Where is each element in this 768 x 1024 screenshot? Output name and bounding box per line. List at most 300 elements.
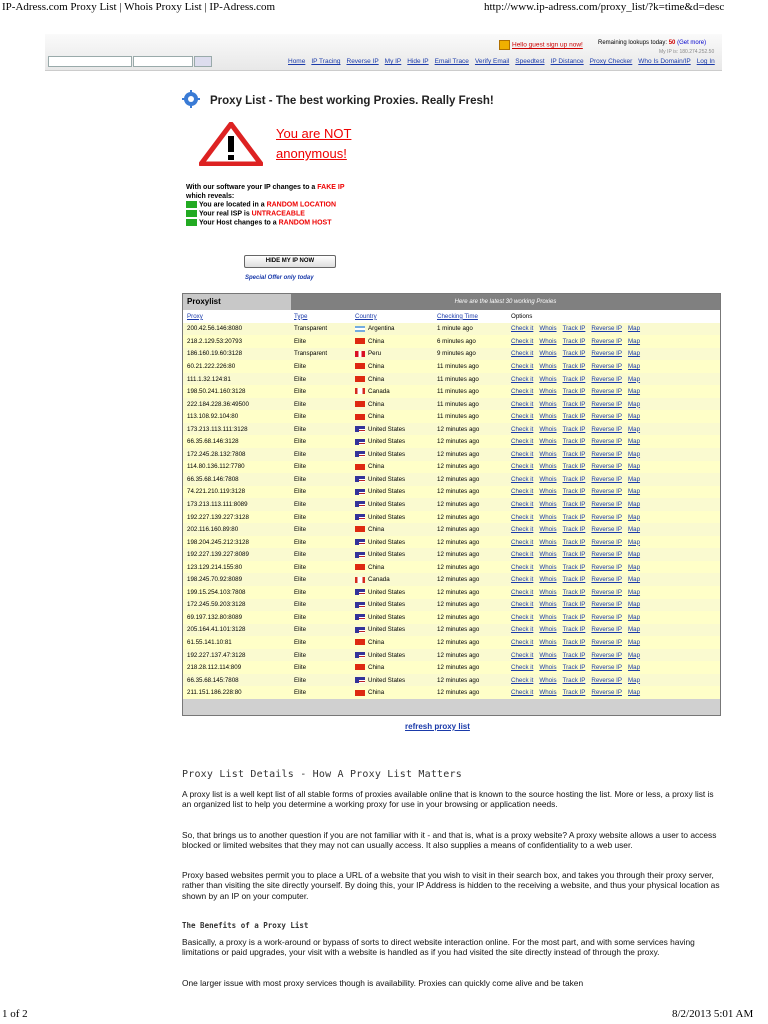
option-link[interactable]: Map: [627, 375, 641, 383]
proxy-type: Elite: [290, 423, 351, 436]
option-link[interactable]: Whois: [539, 563, 557, 571]
nav-link[interactable]: Log In: [696, 58, 715, 65]
option-link[interactable]: Check it: [511, 576, 534, 584]
proxy-type: Elite: [290, 511, 351, 524]
option-link[interactable]: Whois: [539, 425, 557, 433]
option-link[interactable]: Track IP: [562, 337, 586, 345]
option-link[interactable]: Reverse IP: [591, 526, 622, 534]
proxy-address: 192.227.139.227:3128: [183, 511, 290, 524]
option-link[interactable]: Whois: [539, 576, 557, 584]
option-link[interactable]: Track IP: [562, 500, 586, 508]
option-link[interactable]: Track IP: [562, 588, 586, 596]
proxy-address: 186.160.19.60:3128: [183, 348, 290, 361]
special-offer-text: Special Offer only today: [245, 275, 314, 281]
proxy-country: China: [351, 636, 433, 649]
option-link[interactable]: Map: [627, 463, 641, 471]
option-link[interactable]: Check it: [511, 676, 534, 684]
option-link[interactable]: Track IP: [562, 551, 586, 559]
proxy-type: Elite: [290, 586, 351, 599]
hide-my-ip-button[interactable]: HIDE MY IP NOW: [244, 255, 336, 268]
option-link[interactable]: Check it: [511, 450, 534, 458]
option-link[interactable]: Check it: [511, 513, 534, 521]
option-link[interactable]: Reverse IP: [591, 513, 622, 521]
option-link[interactable]: Map: [627, 664, 641, 672]
page-number: 1 of 2: [2, 1008, 28, 1020]
option-link[interactable]: Check it: [511, 551, 534, 559]
table-row: [183, 373, 720, 386]
checking-time: 12 minutes ago: [433, 599, 507, 612]
proxy-type: Elite: [290, 473, 351, 486]
option-link[interactable]: Check it: [511, 613, 534, 621]
country-flag-icon: [355, 577, 365, 583]
option-link[interactable]: Check it: [511, 638, 534, 646]
option-link[interactable]: Reverse IP: [591, 576, 622, 584]
option-link[interactable]: Track IP: [562, 526, 586, 534]
checking-time: 11 minutes ago: [433, 410, 507, 423]
proxy-type: Elite: [290, 624, 351, 637]
table-row: [183, 561, 720, 574]
option-link[interactable]: Check it: [511, 362, 534, 370]
option-link[interactable]: Whois: [539, 450, 557, 458]
option-link[interactable]: Track IP: [562, 576, 586, 584]
option-link[interactable]: Whois: [539, 362, 557, 370]
country-flag-icon: [355, 476, 365, 482]
option-link[interactable]: Track IP: [562, 538, 586, 546]
option-link[interactable]: Whois: [539, 601, 557, 609]
table-row: [183, 323, 720, 336]
sort-type[interactable]: Type: [290, 310, 351, 323]
lookups-info: Remaining lookups today: 50 (Get more): [598, 40, 707, 46]
checking-time: 12 minutes ago: [433, 511, 507, 524]
proxy-list-panel: [182, 293, 721, 716]
proxy-options: [507, 486, 720, 499]
option-link[interactable]: Map: [627, 438, 641, 446]
proxy-address: 211.151.186.228:80: [183, 686, 290, 699]
proxy-options: [507, 398, 720, 411]
option-link[interactable]: Track IP: [562, 676, 586, 684]
warning-icon: [199, 122, 263, 166]
search-input[interactable]: [48, 56, 132, 67]
table-row: [183, 385, 720, 398]
option-link[interactable]: Whois: [539, 438, 557, 446]
option-link[interactable]: Check it: [511, 601, 534, 609]
proxy-country: China: [351, 335, 433, 348]
country-flag-icon: [355, 464, 365, 470]
checking-time: 12 minutes ago: [433, 611, 507, 624]
article-paragraph-2: So, that brings us to another question if you are not familiar with it - and that is, what is a proxy website? A proxy website allows a user to access blocked or limited websites that they may not can usually access. It also supplies a means of confidentiality to a web user.: [182, 830, 717, 851]
proxy-address: 202.116.160.89:80: [183, 523, 290, 536]
option-link[interactable]: Map: [627, 538, 641, 546]
proxy-address: 218.28.112.114:809: [183, 661, 290, 674]
option-link[interactable]: Reverse IP: [591, 388, 622, 396]
table-row: [183, 348, 720, 361]
option-link[interactable]: Track IP: [562, 450, 586, 458]
proxy-options: [507, 661, 720, 674]
option-link[interactable]: Check it: [511, 463, 534, 471]
sort-checking-time[interactable]: Checking Time: [433, 310, 507, 323]
proxy-address: 199.15.254.103:7808: [183, 586, 290, 599]
checking-time: 12 minutes ago: [433, 561, 507, 574]
option-link[interactable]: Reverse IP: [591, 664, 622, 672]
option-link[interactable]: Check it: [511, 400, 534, 408]
option-link[interactable]: Reverse IP: [591, 601, 622, 609]
option-link[interactable]: Whois: [539, 613, 557, 621]
option-link[interactable]: Map: [627, 551, 641, 559]
option-link[interactable]: Track IP: [562, 638, 586, 646]
proxy-address: 198.245.70.92:8089: [183, 573, 290, 586]
proxy-options: [507, 373, 720, 386]
option-link[interactable]: Reverse IP: [591, 488, 622, 496]
option-link[interactable]: Map: [627, 337, 641, 345]
option-link[interactable]: Reverse IP: [591, 551, 622, 559]
option-link[interactable]: Whois: [539, 664, 557, 672]
proxy-address: 123.129.214.155:80: [183, 561, 290, 574]
country-flag-icon: [355, 388, 365, 394]
nav-link[interactable]: My IP: [384, 58, 402, 65]
nav-link[interactable]: Proxy Checker: [589, 58, 633, 65]
proxy-options: [507, 511, 720, 524]
gear-icon: [181, 90, 201, 108]
option-link[interactable]: Reverse IP: [591, 375, 622, 383]
option-link[interactable]: Track IP: [562, 475, 586, 483]
option-link[interactable]: Check it: [511, 413, 534, 421]
proxy-country: China: [351, 686, 433, 699]
option-link[interactable]: Whois: [539, 463, 557, 471]
table-row: [183, 586, 720, 599]
option-link[interactable]: Map: [627, 651, 641, 659]
proxy-country: United States: [351, 423, 433, 436]
option-link[interactable]: Check it: [511, 538, 534, 546]
proxy-address: 205.164.41.101:3128: [183, 624, 290, 637]
checking-time: 12 minutes ago: [433, 674, 507, 687]
proxy-address: 61.55.141.10:81: [183, 636, 290, 649]
option-link[interactable]: Reverse IP: [591, 638, 622, 646]
proxy-address: 172.245.28.132:7808: [183, 448, 290, 461]
proxy-options: [507, 674, 720, 687]
country-flag-icon: [355, 338, 365, 344]
proxy-address: 200.42.56.146:8080: [183, 323, 290, 336]
option-link[interactable]: Check it: [511, 337, 534, 345]
option-link[interactable]: Check it: [511, 350, 534, 358]
option-link[interactable]: Check it: [511, 325, 534, 333]
option-link[interactable]: Whois: [539, 488, 557, 496]
proxy-type: Elite: [290, 398, 351, 411]
option-link[interactable]: Reverse IP: [591, 463, 622, 471]
search-type-select[interactable]: [133, 56, 193, 67]
country-flag-icon: [355, 363, 365, 369]
proxy-list-title: Proxylist: [183, 294, 291, 310]
proxy-type: Elite: [290, 599, 351, 612]
proxy-type: Elite: [290, 335, 351, 348]
proxy-options: [507, 498, 720, 511]
nav-link[interactable]: Hide IP: [407, 58, 429, 65]
proxy-type: Elite: [290, 611, 351, 624]
proxy-list-subtitle: Here are the latest 30 working Proxies: [291, 294, 720, 310]
option-link[interactable]: Whois: [539, 526, 557, 534]
site-topbar: [45, 34, 722, 71]
nav-link[interactable]: Email Trace: [434, 58, 469, 65]
table-row: [183, 649, 720, 662]
option-link[interactable]: Map: [627, 500, 641, 508]
option-link[interactable]: Whois: [539, 388, 557, 396]
option-link[interactable]: Map: [627, 576, 641, 584]
table-row: [183, 686, 720, 699]
proxy-type: Transparent: [290, 323, 351, 336]
table-row: [183, 423, 720, 436]
proxy-country: United States: [351, 435, 433, 448]
option-link[interactable]: Map: [627, 626, 641, 634]
signup-link[interactable]: Hello guest sign up now!: [499, 40, 583, 50]
option-link[interactable]: Track IP: [562, 488, 586, 496]
option-link[interactable]: Track IP: [562, 438, 586, 446]
proxy-country: Canada: [351, 573, 433, 586]
option-link[interactable]: Whois: [539, 350, 557, 358]
table-row: [183, 573, 720, 586]
option-link[interactable]: Whois: [539, 626, 557, 634]
option-link[interactable]: Whois: [539, 400, 557, 408]
proxy-type: Elite: [290, 636, 351, 649]
option-link[interactable]: Whois: [539, 689, 557, 697]
option-link[interactable]: Check it: [511, 475, 534, 483]
country-flag-icon: [355, 376, 365, 382]
proxy-type: Elite: [290, 385, 351, 398]
option-link[interactable]: Track IP: [562, 613, 586, 621]
table-row: [183, 536, 720, 549]
option-link[interactable]: Track IP: [562, 513, 586, 521]
option-link[interactable]: Whois: [539, 538, 557, 546]
table-row: [183, 335, 720, 348]
country-flag-icon: [355, 326, 365, 332]
option-link[interactable]: Whois: [539, 413, 557, 421]
option-link[interactable]: Reverse IP: [591, 325, 622, 333]
option-link[interactable]: Reverse IP: [591, 400, 622, 408]
option-link[interactable]: Whois: [539, 475, 557, 483]
option-link[interactable]: Map: [627, 362, 641, 370]
option-link[interactable]: Check it: [511, 689, 534, 697]
option-link[interactable]: Whois: [539, 638, 557, 646]
option-link[interactable]: Whois: [539, 513, 557, 521]
option-link[interactable]: Track IP: [562, 689, 586, 697]
option-link[interactable]: Check it: [511, 388, 534, 396]
option-link[interactable]: Check it: [511, 526, 534, 534]
option-link[interactable]: Whois: [539, 337, 557, 345]
country-flag-icon: [355, 639, 365, 645]
option-link[interactable]: Reverse IP: [591, 425, 622, 433]
option-link[interactable]: Map: [627, 613, 641, 621]
option-link[interactable]: Reverse IP: [591, 676, 622, 684]
proxy-options: [507, 523, 720, 536]
search-go-button[interactable]: [194, 56, 212, 67]
proxy-country: United States: [351, 498, 433, 511]
option-link[interactable]: Reverse IP: [591, 500, 622, 508]
option-link[interactable]: Whois: [539, 325, 557, 333]
option-link[interactable]: Reverse IP: [591, 337, 622, 345]
option-link[interactable]: Map: [627, 388, 641, 396]
option-link[interactable]: Reverse IP: [591, 362, 622, 370]
sort-proxy[interactable]: Proxy: [183, 310, 290, 323]
country-flag-icon: [355, 451, 365, 457]
option-link[interactable]: Reverse IP: [591, 651, 622, 659]
option-link[interactable]: Check it: [511, 425, 534, 433]
checking-time: 12 minutes ago: [433, 461, 507, 474]
nav-link[interactable]: Who Is Domain/IP: [638, 58, 691, 65]
table-row: [183, 398, 720, 411]
option-link[interactable]: Whois: [539, 500, 557, 508]
option-link[interactable]: Track IP: [562, 325, 586, 333]
proxy-type: Elite: [290, 649, 351, 662]
option-link[interactable]: Track IP: [562, 413, 586, 421]
checking-time: 1 minute ago: [433, 323, 507, 336]
option-link[interactable]: Map: [627, 601, 641, 609]
checking-time: 12 minutes ago: [433, 473, 507, 486]
proxy-options: [507, 410, 720, 423]
option-link[interactable]: Reverse IP: [591, 626, 622, 634]
page-title: Proxy List - The best working Proxies. Really Fresh!: [210, 95, 494, 107]
option-link[interactable]: Map: [627, 526, 641, 534]
nav-link[interactable]: IP Distance: [550, 58, 584, 65]
option-link[interactable]: Track IP: [562, 626, 586, 634]
option-link[interactable]: Track IP: [562, 400, 586, 408]
option-link[interactable]: Track IP: [562, 362, 586, 370]
nav-link[interactable]: Reverse IP: [346, 58, 379, 65]
proxy-country: United States: [351, 649, 433, 662]
option-link[interactable]: Map: [627, 413, 641, 421]
option-link[interactable]: Track IP: [562, 375, 586, 383]
country-flag-icon: [355, 439, 365, 445]
checking-time: 12 minutes ago: [433, 448, 507, 461]
option-link[interactable]: Reverse IP: [591, 538, 622, 546]
country-flag-icon: [355, 501, 365, 507]
proxy-options: [507, 335, 720, 348]
option-link[interactable]: Map: [627, 676, 641, 684]
option-link[interactable]: Map: [627, 488, 641, 496]
sort-country[interactable]: Country: [351, 310, 433, 323]
table-row: [183, 486, 720, 499]
option-link[interactable]: Whois: [539, 676, 557, 684]
country-flag-icon: [355, 526, 365, 532]
option-link[interactable]: Reverse IP: [591, 475, 622, 483]
option-link[interactable]: Map: [627, 588, 641, 596]
option-link[interactable]: Map: [627, 450, 641, 458]
proxy-country: United States: [351, 536, 433, 549]
proxy-address: 198.50.241.160:3128: [183, 385, 290, 398]
option-link[interactable]: Check it: [511, 626, 534, 634]
option-link[interactable]: Map: [627, 400, 641, 408]
option-link[interactable]: Whois: [539, 588, 557, 596]
proxy-country: United States: [351, 624, 433, 637]
option-link[interactable]: Map: [627, 425, 641, 433]
option-link[interactable]: Track IP: [562, 601, 586, 609]
option-link[interactable]: Check it: [511, 500, 534, 508]
option-link[interactable]: Track IP: [562, 388, 586, 396]
get-more-link[interactable]: (Get more): [677, 40, 707, 46]
proxy-type: Elite: [290, 573, 351, 586]
proxy-country: China: [351, 398, 433, 411]
option-link[interactable]: Reverse IP: [591, 413, 622, 421]
table-row: [183, 473, 720, 486]
proxy-country: United States: [351, 486, 433, 499]
proxy-address: 66.35.68.145:7808: [183, 674, 290, 687]
proxy-address: 60.21.222.226:80: [183, 360, 290, 373]
checking-time: 6 minutes ago: [433, 335, 507, 348]
flag-icon: [186, 201, 197, 208]
table-row: [183, 611, 720, 624]
not-anonymous-warning[interactable]: You are NOT anonymous!: [276, 126, 352, 161]
proxy-country: China: [351, 373, 433, 386]
option-link[interactable]: Reverse IP: [591, 450, 622, 458]
option-link[interactable]: Check it: [511, 588, 534, 596]
table-row: [183, 624, 720, 637]
option-link[interactable]: Map: [627, 513, 641, 521]
option-link[interactable]: Reverse IP: [591, 563, 622, 571]
option-link[interactable]: Whois: [539, 651, 557, 659]
option-link[interactable]: Whois: [539, 375, 557, 383]
option-link[interactable]: Map: [627, 475, 641, 483]
option-link[interactable]: Track IP: [562, 664, 586, 672]
refresh-proxy-list-link[interactable]: refresh proxy list: [405, 722, 470, 731]
print-datetime: 8/2/2013 5:01 AM: [672, 1008, 754, 1020]
checking-time: 12 minutes ago: [433, 435, 507, 448]
option-link[interactable]: Check it: [511, 664, 534, 672]
main-nav: [288, 58, 721, 65]
option-link[interactable]: Check it: [511, 563, 534, 571]
option-link[interactable]: Check it: [511, 651, 534, 659]
option-link[interactable]: Reverse IP: [591, 689, 622, 697]
proxy-address: 74.221.210.119:3128: [183, 486, 290, 499]
option-link[interactable]: Map: [627, 325, 641, 333]
option-link[interactable]: Track IP: [562, 350, 586, 358]
option-link[interactable]: Track IP: [562, 563, 586, 571]
proxy-address: 173.213.113.111:3128: [183, 423, 290, 436]
option-link[interactable]: Reverse IP: [591, 350, 622, 358]
option-link[interactable]: Track IP: [562, 425, 586, 433]
proxy-type: Elite: [290, 686, 351, 699]
option-link[interactable]: Whois: [539, 551, 557, 559]
proxy-options: [507, 423, 720, 436]
checking-time: 12 minutes ago: [433, 423, 507, 436]
option-link[interactable]: Map: [627, 350, 641, 358]
option-link[interactable]: Reverse IP: [591, 613, 622, 621]
option-link[interactable]: Reverse IP: [591, 438, 622, 446]
checking-time: 12 minutes ago: [433, 573, 507, 586]
checking-time: 11 minutes ago: [433, 398, 507, 411]
print-url: http://www.ip-adress.com/proxy_list/?k=time&d=desc: [484, 1, 725, 13]
nav-link[interactable]: Home: [288, 58, 306, 65]
option-link[interactable]: Track IP: [562, 463, 586, 471]
print-title: IP-Adress.com Proxy List | Whois Proxy List | IP-Adress.com: [2, 1, 276, 13]
option-link[interactable]: Check it: [511, 375, 534, 383]
nav-link[interactable]: Speedtest: [515, 58, 545, 65]
nav-link[interactable]: Verify Email: [474, 58, 510, 65]
print-header: [0, 0, 768, 16]
country-flag-icon: [355, 589, 365, 595]
option-link[interactable]: Check it: [511, 438, 534, 446]
table-row: [183, 360, 720, 373]
proxy-options: [507, 435, 720, 448]
proxy-country: Canada: [351, 385, 433, 398]
option-link[interactable]: Map: [627, 563, 641, 571]
checking-time: 12 minutes ago: [433, 486, 507, 499]
proxy-address: 173.213.113.111:8089: [183, 498, 290, 511]
country-flag-icon: [355, 426, 365, 432]
options-header: Options: [507, 310, 720, 323]
option-link[interactable]: Reverse IP: [591, 588, 622, 596]
option-link[interactable]: Map: [627, 638, 641, 646]
option-link[interactable]: Map: [627, 689, 641, 697]
option-link[interactable]: Check it: [511, 488, 534, 496]
nav-link[interactable]: IP Tracing: [311, 58, 341, 65]
option-link[interactable]: Track IP: [562, 651, 586, 659]
